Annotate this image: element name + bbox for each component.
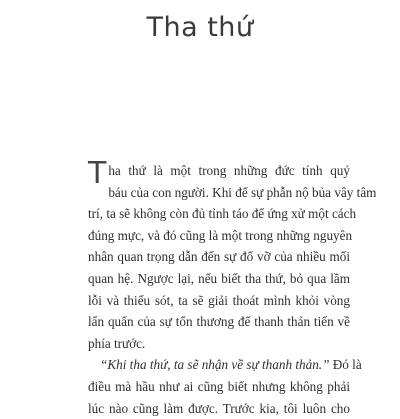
text-line: lỗi và thiếu sót, ta sẽ giải thoát mình khỏi vòng bbox=[88, 292, 350, 308]
text-line: đúng mực, và đó cũng là một trong những nguyên bbox=[88, 227, 353, 243]
text-line: điều mà hầu như ai cũng biết nhưng không phải bbox=[88, 378, 350, 394]
paragraph-2 bbox=[88, 354, 362, 419]
chapter-body bbox=[88, 156, 377, 419]
text-line: lẩn quẩn của sự tổn thương để thanh thản tiến về bbox=[88, 314, 350, 330]
text-line: trí, ta sẽ không còn đủ tỉnh táo để ứng xử một cách bbox=[88, 206, 357, 222]
text-line: nhân quan trọng dẫn đến sự đổ vỡ của nhiều mối bbox=[88, 249, 350, 265]
chapter-title: Tha thứ bbox=[146, 12, 254, 43]
text-line bbox=[88, 354, 362, 376]
text-line: báu của con người. Khi để sự phẫn nộ bủa vây tâm bbox=[108, 184, 377, 200]
text-line: quan hệ. Ngược lại, nếu biết tha thứ, bỏ qua lầm bbox=[88, 270, 350, 286]
text-line: lúc nào cũng làm được. Trước kia, tôi luôn cho bbox=[88, 400, 350, 416]
text-line: phía trước. bbox=[88, 335, 146, 351]
drop-cap: T bbox=[88, 156, 107, 191]
quote-text: “Khi tha thứ, ta sẽ nhận về sự thanh thản.” bbox=[100, 357, 330, 373]
text-line: ha thứ là một trong những đức tính quý bbox=[108, 163, 350, 178]
paragraph-1 bbox=[88, 156, 377, 354]
quote-continuation: Đó là bbox=[329, 357, 362, 373]
